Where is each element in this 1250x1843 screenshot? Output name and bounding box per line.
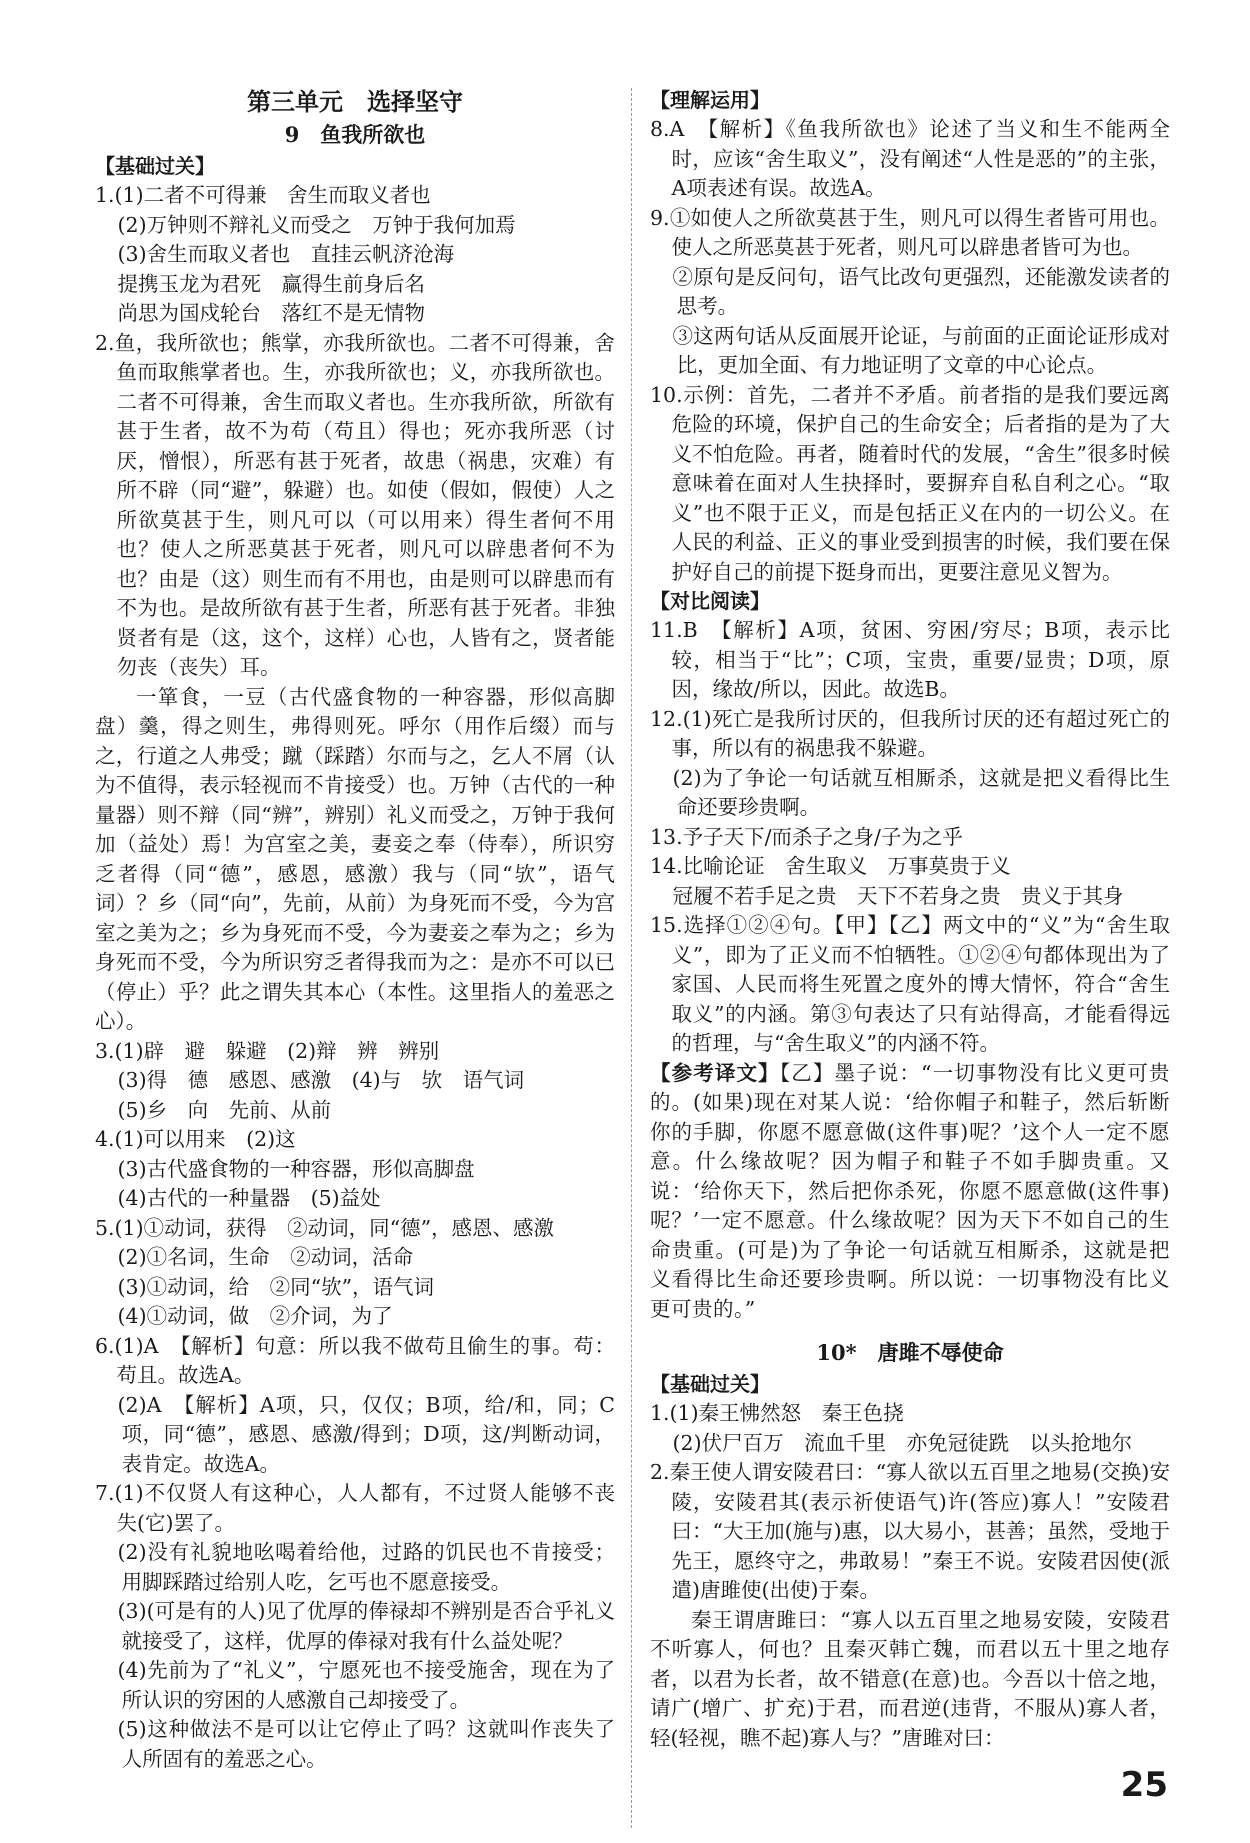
section-heading-basic-2: 【基础过关】 bbox=[650, 1372, 770, 1396]
answer-line: 尚思为国戍轮台 落红不是无情物 bbox=[117, 301, 426, 325]
answer-line: 1.(1)二者不可得兼 舍生而取义者也 bbox=[95, 183, 431, 207]
answer-line: (3)舍生而取义者也 直挂云帆济沧海 bbox=[117, 242, 455, 266]
answer-line: 1.(1)秦王怫然怒 秦王色挠 bbox=[650, 1401, 904, 1425]
lesson-9-title: 9 鱼我所欲也 bbox=[284, 122, 426, 147]
answer-line: 2.秦王使人谓安陵君曰：“寡人欲以五百里之地易(交换)安陵，安陵君其(表示祈使语气)许(答应)寡人！”安陵君曰：“大王加(施与)惠，以大易小，甚善；虽然，受地于先王，愿终守之，弗敢易！”秦王不说。安陵君因使(派遣)唐雎使(出使)于秦。 bbox=[650, 1460, 1170, 1602]
answer-line: ②原句是反问句，语气比改句更强烈，还能激发读者的思考。 bbox=[672, 264, 1170, 318]
apply-answers bbox=[650, 115, 1170, 587]
answer-line: 13.予子天下/而杀子之身/子为之乎 bbox=[650, 824, 963, 849]
answer-line: 8.A 【解析】《鱼我所欲也》论述了当义和生不能两全时，应该“舍生取义”，没有阐述“人性是恶的”的主张，A项表述有误。故选A。 bbox=[650, 117, 1170, 200]
unit-title: 第三单元 选择坚守 bbox=[247, 87, 463, 116]
section-heading-apply: 【理解运用】 bbox=[650, 88, 770, 112]
reference-text: 【乙】墨子说：“一切事物没有比义更可贵的。(如果)现在对某人说：‘给你帽子和鞋子，然后斩断你的手脚，你愿不愿意做(这件事)呢？’这个人一定不愿意。什么缘故呢？因为帽子和鞋子不如手脚贵重。又说：‘给你天下，然后把你杀死，你愿不愿意做(这件事)呢？’一定不愿意。什么缘故呢？因为天下不如自己的生命贵重。(可是)为了争论一句话就互相厮杀，这就是把义看得比生命还要珍贵啊。所以说：一切事物没有比义更可贵的。” bbox=[650, 1060, 1171, 1321]
section-heading-compare: 【对比阅读】 bbox=[650, 589, 770, 613]
right-column bbox=[650, 86, 1170, 1783]
answer-line: 10.示例：首先，二者并不矛盾。前者指的是我们要远离危险的环境，保护自己的生命安全；后者指的是为了大义不怕危险。再者，随着时代的发展，“舍生”很多时候意味着在面对人生抉择时，要摒弃自私自利之心。“取义”也不限于正义，而是包括正义在内的一切公义。在人民的利益、正义的事业受到损害的时候，我们要在保护好自己的前提下挺身而出，更要注意见义智为。 bbox=[650, 382, 1170, 584]
answer-line: 14.比喻论证 舍生取义 万事莫贵于义 bbox=[650, 854, 1011, 878]
lesson-10-answers bbox=[650, 1399, 1170, 1753]
answer-line: 冠履不若手足之贵 天下不若身之贵 贵义于其身 bbox=[672, 883, 1124, 908]
answer-line: (3)得 德 感恩、感激 (4)与 欤 语气词 bbox=[117, 1068, 525, 1092]
answer-line: (2)万钟则不辩礼义而受之 万钟于我何加焉 bbox=[117, 212, 516, 237]
answer-line: (2)没有礼貌地吆喝着给他，过路的饥民也不肯接受；用脚踩踏过给别人吃，乞丐也不愿意接受。 bbox=[117, 1540, 615, 1594]
answer-line: 11.B 【解析】A项，贫困、穷困/穷尽；B项，表示比较，相当于“比”；C项，宝贵，重要/显贵；D项，原因，缘故/所以，因此。故选B。 bbox=[650, 618, 1170, 701]
lesson-10-title: 10* 唐雎不辱使命 bbox=[816, 1340, 1004, 1365]
answer-line: 5.(1)①动词，获得 ②动词，同“德”，感恩、感激 bbox=[95, 1215, 555, 1240]
left-column bbox=[95, 86, 615, 1783]
answer-line: (5)这种做法不是可以让它停止了吗？这就叫作丧失了人所固有的羞恶之心。 bbox=[117, 1717, 615, 1771]
answer-line: (3)①动词，给 ②同“欤”，语气词 bbox=[117, 1274, 435, 1299]
answer-line: 15.选择①②④句。【甲】【乙】两文中的“义”为“舍生取义”，即为了正义而不怕牺牲。①②④句都体现出为了家国、人民而将生死置之度外的博大情怀，符合“舍生取义”的内涵。第③句表达了只有站得高，才能看得远的哲理，与“舍生取义”的内涵不符。 bbox=[650, 913, 1170, 1055]
compare-answers bbox=[650, 616, 1170, 1059]
left-answers bbox=[95, 181, 615, 1774]
answer-line: 12.(1)死亡是我所讨厌的，但我所讨厌的还有超过死亡的事，所以有的祸患我不躲避。 bbox=[650, 706, 1170, 760]
answer-line: 2.鱼，我所欲也；熊掌，亦我所欲也。二者不可得兼，舍鱼而取熊掌者也。生，亦我所欲也；义，亦我所欲也。二者不可得兼，舍生而取义者也。生亦我所欲，所欲有甚于生者，故不为苟（苟且）得也；死亦我所恶（讨厌，憎恨），所恶有甚于死者，故患（祸患，灾难）有所不辟（同“避”，躲避）也。如使（假如，假使）人之所欲莫甚于生，则凡可以（可以用来）得生者何不用也？使人之所恶莫甚于死者，则凡可以辟患者何不为也？由是（这）则生而有不用也，由是则可以辟患而有不为也。是故所欲有甚于生者，所恶有甚于死者。非独贤者有是（这，这个，这样）心也，人皆有之，贤者能勿丧（丧失）耳。 bbox=[95, 330, 615, 679]
answer-line: 3.(1)辟 避 躲避 (2)辩 辨 辨别 bbox=[95, 1038, 440, 1063]
answer-line: 一箪食，一豆（古代盛食物的一种容器，形似高脚盘）羹，得之则生，弗得则死。呼尔（用作后缀）而与之，行道之人弗受；蹴（踩踏）尔而与之，乞人不屑（认为不值得，表示轻视而不肯接受）也。万钟（古代的一种量器）则不辩（同“辨”，辨别）礼义而受之，万钟于我何加（益处）焉！为宫室之美，妻妾之奉（侍奉），所识穷乏者得（同“德”，感恩，感激）我与（同“欤”，语气词）？乡（同“向”，先前，从前）为身死而不受，今为宫室之美为之；乡为身死而不受，今为妻妾之奉为之；乡为身死而不受，今为所识穷乏者得我而为之：是亦不可以已（停止）乎？此之谓失其本心（本性。这里指人的羞恶之心）。 bbox=[95, 684, 615, 1033]
section-heading-basic: 【基础过关】 bbox=[95, 154, 215, 178]
answer-line: 提携玉龙为君死 赢得生前身后名 bbox=[117, 271, 426, 296]
answer-line: (2)①名词，生命 ②动词，活命 bbox=[117, 1245, 414, 1269]
answer-line: (5)乡 向 先前、从前 bbox=[117, 1097, 332, 1122]
answer-line: 7.(1)不仅贤人有这种心，人人都有，不过贤人能够不丧失(它)罢了。 bbox=[95, 1481, 615, 1535]
answer-line: (3)(可是有的人)见了优厚的俸禄却不辨别是否合乎礼义就接受了，这样，优厚的俸禄对我有什么益处呢？ bbox=[117, 1599, 615, 1653]
answer-line: (3)古代盛食物的一种容器，形似高脚盘 bbox=[117, 1156, 475, 1181]
answer-line: (4)①动词，做 ②介词，为了 bbox=[117, 1304, 393, 1328]
answer-line: (2)伏尸百万 流血千里 亦免冠徒跣 以头抢地尔 bbox=[672, 1430, 1133, 1455]
answer-line: ③这两句话从反面展开论证，与前面的正面论证形成对比，更加全面、有力地证明了文章的中心论点。 bbox=[672, 323, 1170, 377]
answer-line: 6.(1)A 【解析】句意：所以我不做苟且偷生的事。苟：苟且。故选A。 bbox=[95, 1333, 615, 1387]
answer-line: (2)A 【解析】A项，只，仅仅；B项，给/和，同；C项，同“德”，感恩、感激/得到；D项，这/判断动词，表肯定。故选A。 bbox=[117, 1392, 615, 1476]
answer-line: (2)为了争论一句话就互相厮杀，这就是把义看得比生命还要珍贵啊。 bbox=[672, 765, 1170, 819]
answer-line: 9.①如使人之所欲莫甚于生，则凡可以得生者皆可用也。使人之所恶莫甚于死者，则凡可以辟患者皆可为也。 bbox=[650, 205, 1170, 259]
reference-label: 【参考译文】 bbox=[650, 1060, 780, 1085]
page-number: 25 bbox=[1120, 1765, 1168, 1805]
answer-line: 秦王谓唐雎曰：“寡人以五百里之地易安陵，安陵君不听寡人，何也？且秦灭韩亡魏，而君以五十里之地存者，以君为长者，故不错意(在意)也。今吾以十倍之地，请广(增广、扩充)于君，而君逆(违背，不服从)寡人者，轻(轻视，瞧不起)寡人与？”唐雎对曰： bbox=[650, 1607, 1170, 1750]
reference-translation bbox=[650, 1059, 1170, 1325]
column-divider bbox=[631, 88, 632, 1828]
answer-line: 4.(1)可以用来 (2)这 bbox=[95, 1127, 296, 1151]
answer-line: (4)先前为了“礼义”，宁愿死也不接受施舍，现在为了所认识的穷困的人感激自己却接受了。 bbox=[117, 1658, 615, 1712]
answer-line: (4)古代的一种量器 (5)益处 bbox=[117, 1186, 381, 1210]
